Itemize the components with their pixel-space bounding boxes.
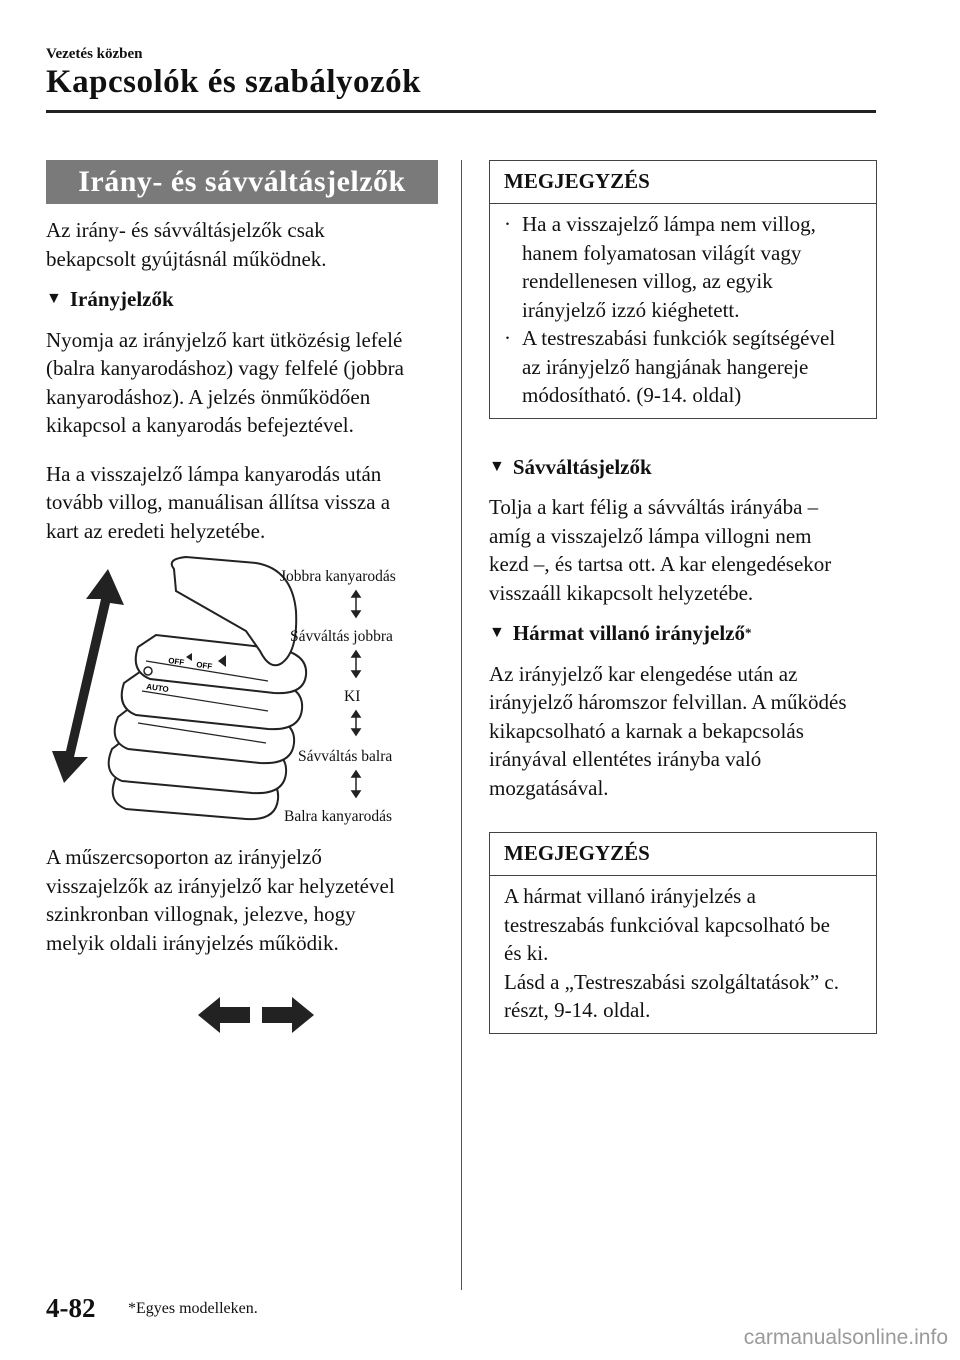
running-header-section: Vezetés közben [46,46,143,62]
triangle-down-icon: ▼ [489,624,505,641]
para4-line-4: visszaáll kikapcsolt helyzetébe. [489,580,754,605]
note2-line-1: A hármat villanó irányjelzés a [504,884,756,908]
intro-line-2: bekapcsolt gyújtásnál működnek. [46,246,327,271]
note-body [490,204,876,418]
label-turn-left: Balra kanyarodás [284,808,393,825]
note1-b2-line-1: A testreszabási funkciók segítségével [522,326,836,350]
running-header-title: Kapcsolók és szabályozók [46,64,422,100]
right-arrow-icon [262,997,314,1033]
subheading-text: Sávváltásjelzők [512,454,652,479]
left-arrow-icon [198,997,250,1033]
triangle-down-icon: ▼ [489,457,505,475]
note1-b1-line-2: hanem folyamatosan világít vagy [522,240,802,265]
para3-line-4: melyik oldali irányjelzés működik. [46,930,339,955]
para1-line-1: Nyomja az irányjelző kart ütközésig lefelé [46,327,403,352]
bullet-dot-icon: · [504,326,511,350]
note-body [490,876,876,1033]
triangle-down-icon: ▼ [46,290,62,307]
para5-line-3: kikapcsolható a karnak a bekapcsolás [489,718,804,743]
subheading-turn-signals [46,285,438,314]
note2-line-4: Lásd a „Testreszabási szolgáltatások” c. [504,969,839,994]
note1-b2-line-2: az irányjelző hangjának hangereje [522,354,809,379]
left-column [46,160,438,1041]
off-mark-1: OFF [167,656,185,668]
indicator-arrows [46,991,438,1041]
note-bullet-2 [504,324,862,410]
note1-b1-line-4: irányjelző izzó kiéghetett. [522,297,740,322]
right-column [489,160,877,1034]
intro-line-1: Az irány- és sávváltásjelzők csak [46,218,325,242]
note2-line-5: részt, 9-14. oldal. [504,998,651,1022]
label-lane-right: Sávváltás jobbra [290,628,393,645]
bullet-dot-icon: · [504,212,511,236]
para5-line-4: irányával ellentétes irányba való [489,747,762,771]
note2-line-2: testreszabás funkcióval kapcsolható be [504,912,830,937]
para1-line-2: (balra kanyarodáshoz) vagy felfelé (jobbra [46,356,404,380]
para4-line-1: Tolja a kart félig a sávváltás irányába – [489,495,819,519]
para2-line-1: Ha a visszajelző lámpa kanyarodás után [46,461,382,486]
para2-line-2: tovább villog, manuálisan állítsa vissza a [46,490,391,514]
watermark: carmanualsonline.info [743,1326,948,1349]
label-off: KI [344,688,361,705]
section-banner: Irány- és sávváltásjelzők [46,160,438,204]
header-rule [46,110,876,113]
off-mark-2: OFF [195,660,213,672]
para5-line-2: irányjelző háromszor felvillan. A működés [489,690,847,714]
note-heading: MEGJEGYZÉS [490,833,876,876]
auto-mark: AUTO [145,682,170,695]
label-lane-left: Sávváltás balra [298,748,393,765]
footnote: *Egyes modelleken. [128,1300,258,1317]
subheading-text: Irányjelzők [69,287,174,311]
para1-line-4: kikapcsol a kanyarodás befejeztével. [46,413,354,437]
para3-line-2: visszajelzők az irányjelző kar helyzetével [46,873,395,898]
para3-line-1: A műszercsoporton az irányjelző [46,845,322,869]
note1-b1-line-1: Ha a visszajelző lámpa nem villog, [522,212,816,236]
para5-line-5: mozgatásával. [489,775,609,800]
note1-b1-line-3: rendellenesen villog, az egyik [522,269,773,293]
page-number: 4-82 [46,1293,96,1323]
label-turn-right: Jobbra kanyarodás [280,568,396,585]
asterisk-mark: * [744,625,752,640]
subheading-triple-flash [489,619,877,648]
para4-line-2: amíg a visszajelző lámpa villogni nem [489,523,812,548]
lever-illustration [46,551,438,831]
lever-figure [46,551,438,831]
note2-line-3: és ki. [504,941,549,965]
note-box-2 [489,832,877,1034]
note-heading: MEGJEGYZÉS [490,161,876,204]
para2-line-3: kart az eredeti helyzetébe. [46,518,266,543]
column-divider [461,160,462,1290]
para1-line-3: kanyarodáshoz). A jelzés önműködően [46,384,371,409]
para3-line-3: szinkronban villognak, jelezve, hogy [46,902,356,926]
subheading-lane-change [489,453,877,482]
note-box-1 [489,160,877,419]
para5-line-1: Az irányjelző kar elengedése után az [489,661,798,686]
note1-b2-line-3: módosítható. (9-14. oldal) [522,383,742,407]
note-bullet-1 [504,210,862,324]
subheading-text: Hármat villanó irányjelző [512,621,745,645]
para4-line-3: kezd –, és tartsa ott. A kar elengedésekor [489,552,832,576]
